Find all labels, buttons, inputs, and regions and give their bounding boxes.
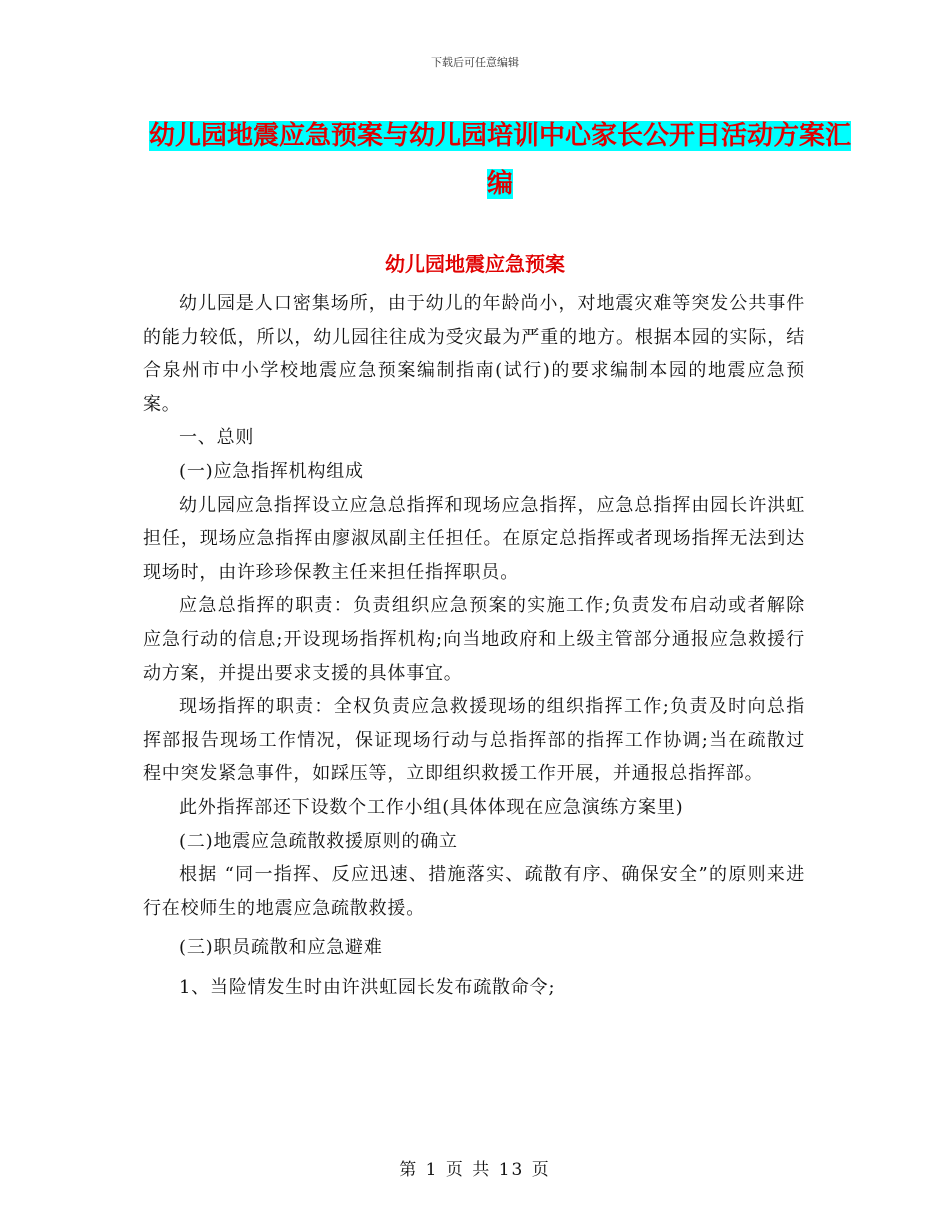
list-item-evacuation-1: 1、当险情发生时由许洪虹园长发布疏散命令; [179,976,556,998]
document-body [143,287,805,1004]
section-title: 幼儿园地震应急预案 [385,252,565,276]
paragraph-principles: 根据 “同一指挥、反应迅速、措施落实、疏散有序、确保安全”的原则来进行在校师生的地震应急疏散救援。 [143,864,805,919]
subheading-evacuation: (三)职员疏散和应急避难 [179,937,383,959]
page-footer: 第 1 页 共 13 页 [399,1160,551,1180]
paragraph-chief-duties: 应急总指挥的职责：负责组织应急预案的实施工作;负责发布启动或者解除应急行动的信息;开设现场指挥机构;向当地政府和上级主管部分通报应急救援行动方案，并提出要求支援的具体事宜。 [143,595,805,684]
heading-general: 一、总则 [179,427,255,449]
paragraph-work-groups: 此外指挥部还下设数个工作小组(具体体现在应急演练方案里) [179,796,684,818]
document-title-text: 幼儿园地震应急预案与幼儿园培训中心家长公开日活动方案汇编 [148,121,851,199]
subheading-principles: (二)地震应急疏散救援原则的确立 [179,830,458,852]
subheading-command-structure: (一)应急指挥机构组成 [179,460,364,482]
header-note: 下载后可任意编辑 [431,56,519,69]
paragraph-command-structure: 幼儿园应急指挥设立应急总指挥和现场应急指挥，应急总指挥由园长许洪虹担任，现场应急指挥由廖淑凤副主任担任。在原定总指挥或者现场指挥无法到达现场时，由许珍珍保教主任来担任指挥职员。 [143,494,805,583]
paragraph-field-duties: 现场指挥的职责：全权负责应急救援现场的组织指挥工作;负责及时向总指挥部报告现场工作情况，保证现场行动与总指挥部的指挥工作协调;当在疏散过程中突发紧急事件，如踩压等，立即组织救援工作开展，并通报总指挥部。 [143,696,805,785]
document-title [140,112,860,208]
paragraph-intro: 幼儿园是人口密集场所，由于幼儿的年龄尚小，对地震灾难等突发公共事件的能力较低，所以，幼儿园往往成为受灾最为严重的地方。根据本园的实际，结合泉州市中小学校地震应急预案编制指南(试行)的要求编制本园的地震应急预案。 [143,293,805,415]
